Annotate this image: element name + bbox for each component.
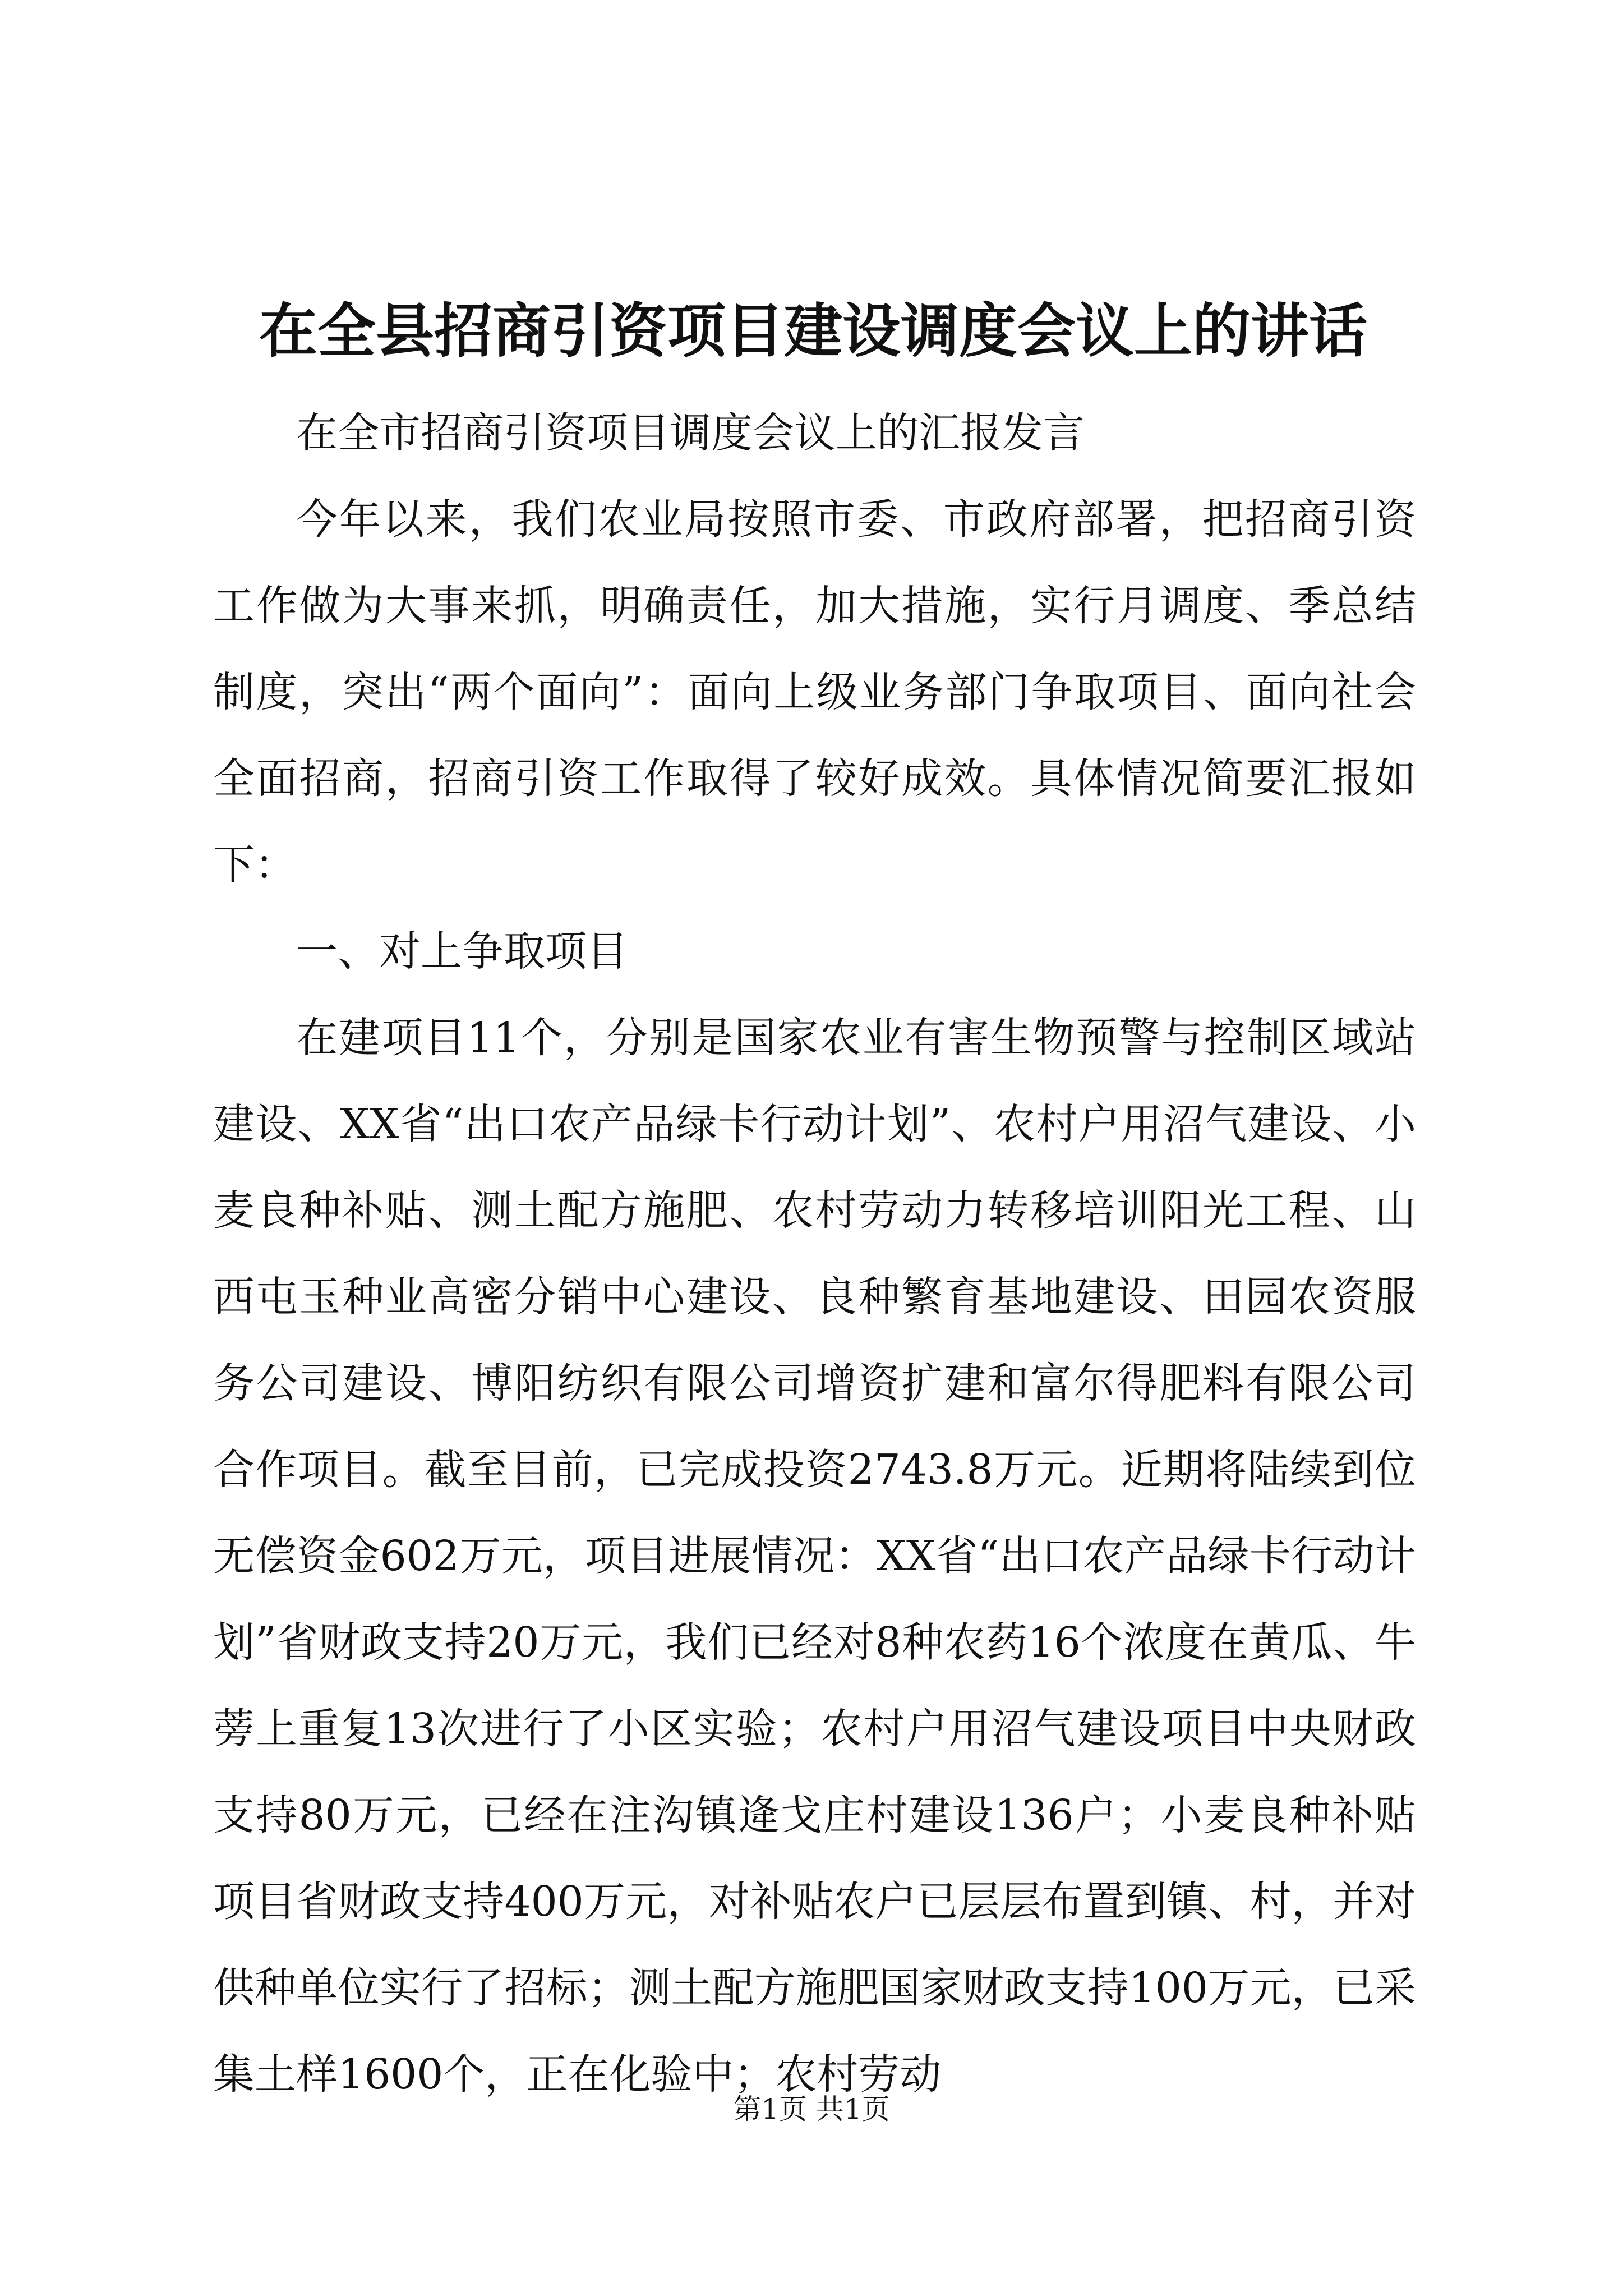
section-heading: 一、对上争取项目 bbox=[296, 927, 628, 976]
document-body bbox=[213, 390, 1416, 2118]
subtitle-paragraph: 在全市招商引资项目调度会议上的汇报发言 bbox=[296, 409, 1085, 457]
page-footer: 第1页 共1页 bbox=[733, 2093, 890, 2125]
intro-paragraph: 今年以来，我们农业局按照市委、市政府部署，把招商引资工作做为大事来抓，明确责任，加大措施，实行月调度、季总结制度，突出“两个面向”：面向上级业务部门争取项目、面向社会全面招商，招商引资工作取得了较好成效。具体情况简要汇报如下： bbox=[213, 495, 1416, 889]
body-paragraph: 在建项目11个，分别是国家农业有害生物预警与控制区域站建设、XX省“出口农产品绿卡行动计划”、农村户用沼气建设、小麦良种补贴、测土配方施肥、农村劳动力转移培训阳光工程、山西屯玉种业高密分销中心建设、良种繁育基地建设、田园农资服务公司建设、博阳纺织有限公司增资扩建和富尔得肥料有限公司合作项目。截至目前，已完成投资2743.8万元。近期将陆续到位无偿资金602万元，项目进展情况：XX省“出口农产品绿卡行动计划”省财政支持20万元，我们已经对8种农药16个浓度在黄瓜、牛蒡上重复13次进行了小区实验；农村户用沼气建设项目中央财政支持80万元，已经在注沟镇逄戈庄村建设136户；小麦良种补贴项目省财政支持400万元，对补贴农户已层层布置到镇、村，并对供种单位实行了招标；测土配方施肥国家财政支持100万元，已采集土样1600个，正在化验中；农村劳动 bbox=[213, 1014, 1416, 2099]
document-title: 在全县招商引资项目建设调度会议上的讲话 bbox=[259, 296, 1367, 365]
